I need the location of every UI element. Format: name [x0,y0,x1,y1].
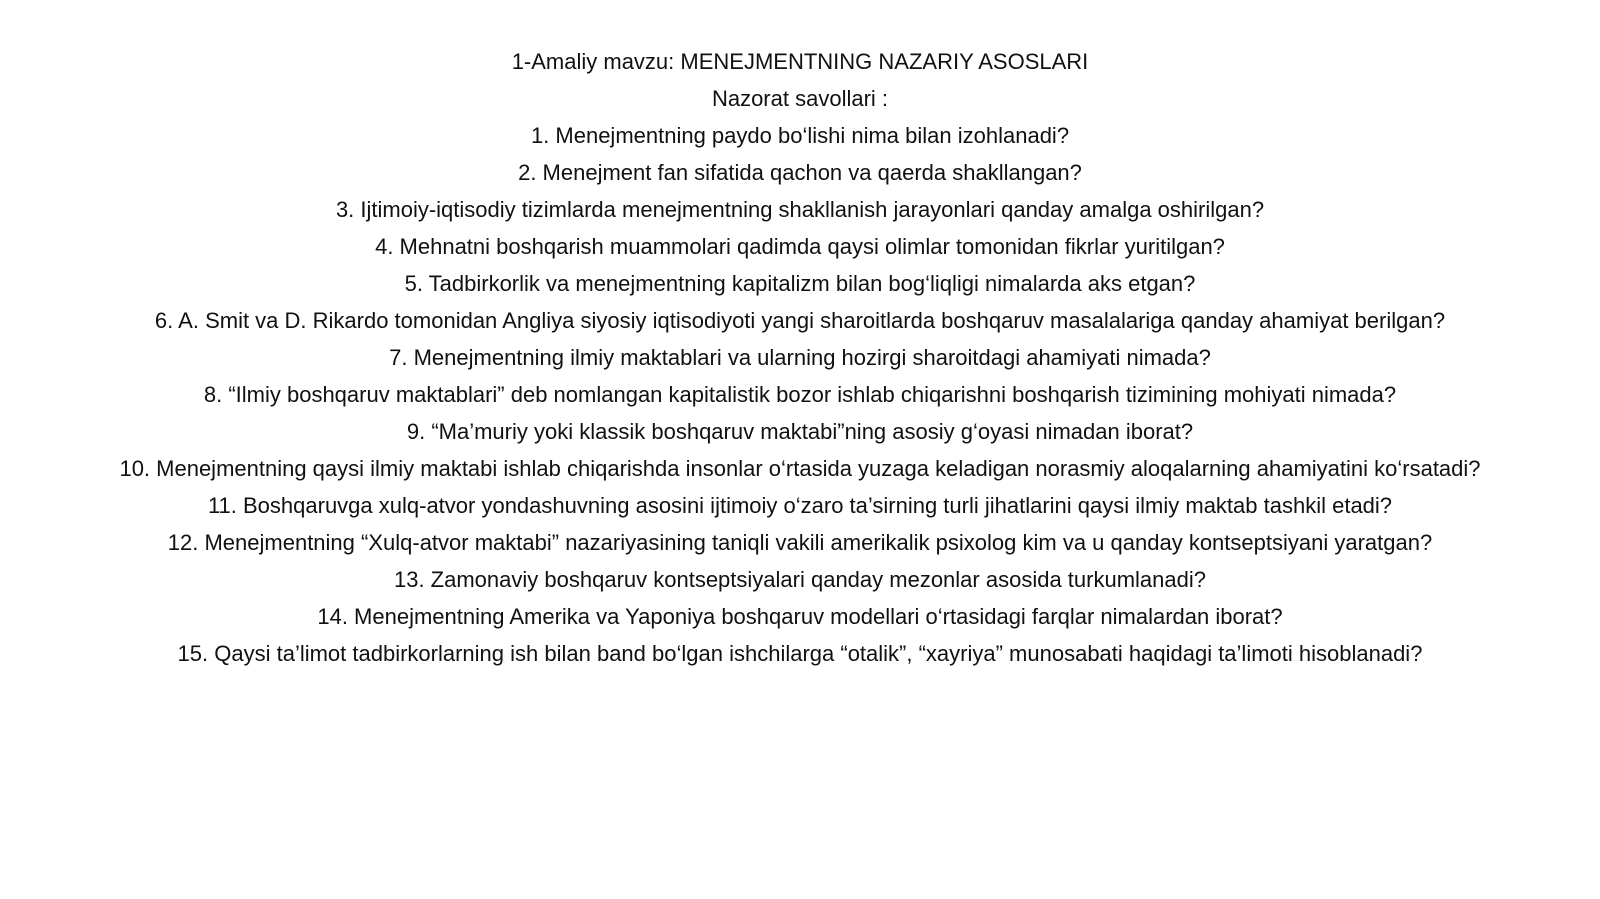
question-item: 4. Mehnatni boshqarish muammolari qadimda qaysi olimlar tomonidan fikrlar yuritilgan? [375,234,1225,259]
question-item: 15. Qaysi ta’limot tadbirkorlarning ish bilan band bo‘lgan ishchilarga “otalik”, “xayriya” munosabati haqidagi ta’limoti hisoblanadi? [177,641,1423,666]
question-item: 12. Menejmentning “Xulq-atvor maktabi” nazariyasining taniqli vakili amerikalik psixolog kim va u qanday kontseptsiyani yaratgan? [167,530,1433,555]
question-item: 1. Menejmentning paydo bo‘lishi nima bilan izohlanadi? [530,123,1070,148]
question-item: 7. Menejmentning ilmiy maktablari va ularning hozirgi sharoitdagi ahamiyati nimada? [389,345,1211,370]
question-item: 14. Menejmentning Amerika va Yaponiya boshqaruv modellari o‘rtasidagi farqlar nimalardan iborat? [317,604,1283,629]
question-item: 6. A. Smit va D. Rikardo tomonidan Angliya siyosiy iqtisodiyoti yangi sharoitlarda boshqaruv masalalariga qanday ahamiyat berilgan? [154,308,1446,333]
slide-title: 1-Amaliy mavzu: MENEJMENTNING NAZARIY ASOSLARI [511,49,1089,74]
question-item: 8. “Ilmiy boshqaruv maktablari” deb nomlangan kapitalistik bozor ishlab chiqarishni boshqarish tizimining mohiyati nimada? [203,382,1397,407]
question-item: 9. “Ma’muriy yoki klassik boshqaruv maktabi”ning asosiy g‘oyasi nimadan iborat? [406,419,1194,444]
slide-subtitle: Nazorat savollari : [711,86,889,111]
question-item: 11. Boshqaruvga xulq-atvor yondashuvning asosini ijtimoiy o‘zaro ta’sirning turli jihatlarini qaysi ilmiy maktab tashkil etadi? [207,493,1393,518]
question-item: 5. Tadbirkorlik va menejmentning kapitalizm bilan bog‘liqligi nimalarda aks etgan? [404,271,1196,296]
question-item: 3. Ijtimoiy-iqtisodiy tizimlarda menejmentning shakllanish jarayonlari qanday amalga oshirilgan? [335,197,1265,222]
question-item: 2. Menejment fan sifatida qachon va qaerda shakllangan? [518,160,1082,185]
question-item: 13. Zamonaviy boshqaruv kontseptsiyalari qanday mezonlar asosida turkumlanadi? [393,567,1206,592]
question-item: 10. Menejmentning qaysi ilmiy maktabi ishlab chiqarishda insonlar o‘rtasida yuzaga keladigan norasmiy aloqalarning ahamiyatini ko‘rsatadi? [119,456,1481,481]
slide-content [70,50,1530,830]
